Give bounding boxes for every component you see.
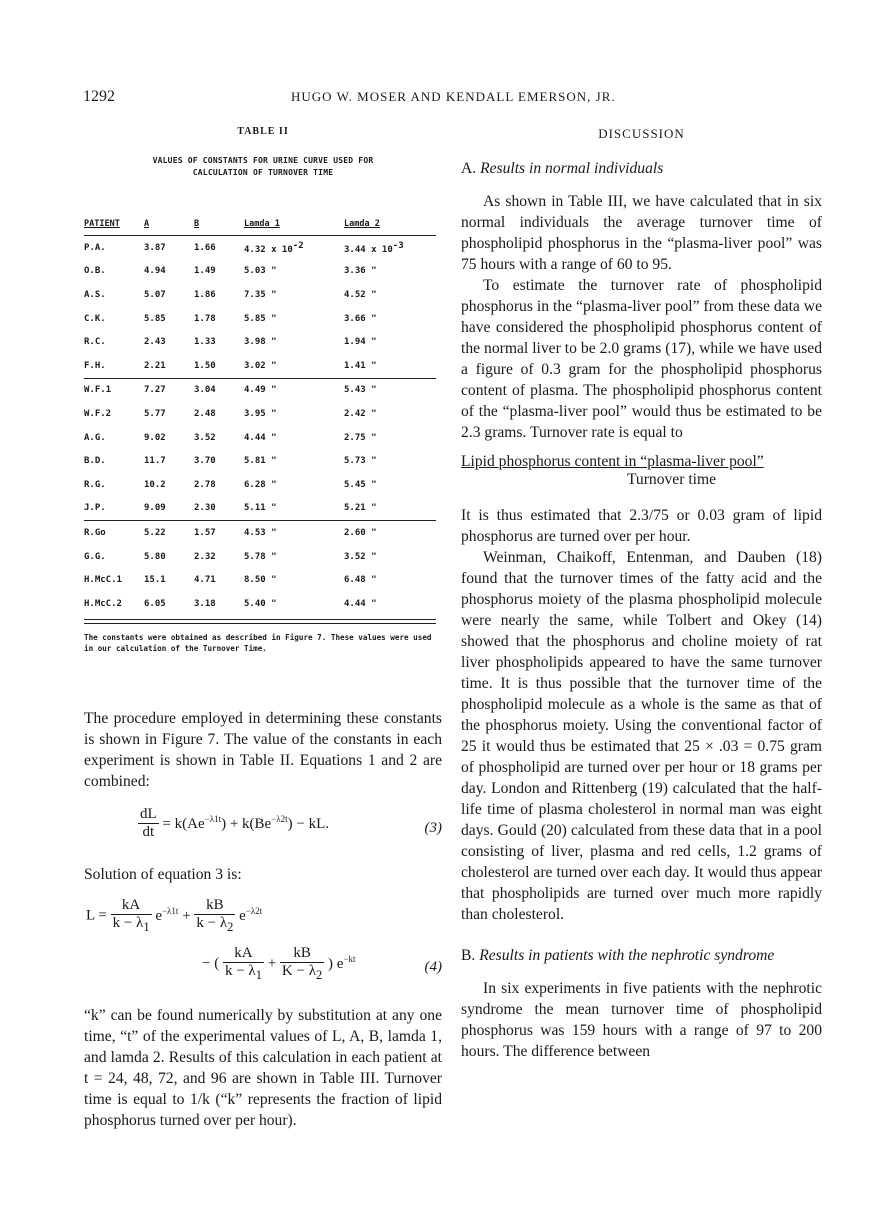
table-row xyxy=(84,378,436,402)
equation-3-fraction: $\frac{dL}{dt}$ xyxy=(140,805,157,840)
cell-lamda-1: 5.40 " xyxy=(244,598,277,609)
cell-a: 9.02 xyxy=(144,432,166,443)
cell-b: 4.71 xyxy=(194,575,216,586)
cell-b: 1.78 xyxy=(194,313,216,324)
cell-b: 3.18 xyxy=(194,598,216,609)
cell-lamda-2: 2.42 " xyxy=(344,408,377,419)
table-row xyxy=(84,497,436,521)
cell-patient: F.H. xyxy=(84,354,144,378)
formula-numerator: Lipid phosphorus content in “plasma-liver pool” xyxy=(461,453,764,470)
table-row xyxy=(84,402,436,426)
cell-lamda-1: 5.03 " xyxy=(244,266,277,277)
cell-b: 2.48 xyxy=(194,408,216,419)
cell-a: 5.85 xyxy=(144,313,166,324)
exponent-lamda-1: -2 xyxy=(292,240,304,251)
cell-a: 9.09 xyxy=(144,497,194,521)
cell-lamda-1: 5.81 " xyxy=(244,456,277,467)
cell-patient: W.F.1 xyxy=(84,385,112,396)
cell-a: 2.21 xyxy=(144,354,194,378)
table-row xyxy=(84,521,436,545)
cell-a: 2.43 xyxy=(144,337,166,348)
table-row xyxy=(84,330,436,354)
equation-3-body: $\frac{dL}{dt}$ = $k(Ae^{-\lambda 1t}) + k(Be^{-\lambda 2t})$ − kL. xyxy=(140,805,330,840)
cell-patient: H.McC.1 xyxy=(84,575,122,586)
cell-patient: R.Go xyxy=(84,527,106,538)
cell-b: 2.78 xyxy=(194,479,216,490)
cell-lamda-2: 3.52 " xyxy=(344,551,377,562)
cell-b: 1.33 xyxy=(194,337,216,348)
cell-patient: W.F.2 xyxy=(84,408,112,419)
cell-lamda-1: 3.95 " xyxy=(244,408,277,419)
cell-lamda-1: 5.78 " xyxy=(244,551,277,562)
equation-4-line-2: − ( $\frac{kA}{k - \lambda_1}$ + $\frac{kB}{K - \lambda_2}$ ) $e^{-kt}$ xyxy=(202,944,356,982)
equation-3-number: (3) xyxy=(424,819,442,836)
cell-lamda-1: 3.02 " xyxy=(244,354,344,378)
cell-lamda-2: 5.21 " xyxy=(344,497,436,521)
cell-lamda-2: 3.66 " xyxy=(344,313,377,324)
right-column xyxy=(461,126,822,1062)
col-header-patient: PATIENT xyxy=(84,219,120,229)
col-header-lamda-2: Lamda 2 xyxy=(344,219,380,229)
cell-lamda-1: 4.44 " xyxy=(244,432,277,443)
table-caption-line-2: CALCULATION OF TURNOVER TIME xyxy=(192,168,334,177)
left-paragraph-3: “k” can be found numerically by substitution at any one time, “t” of the experimental values of L, A, B, lamda 1, and lamda 2. Results of this calculation in each patient at t = 24, 48, 72, and 96 are shown in Table III. Turnover time is equal to 1/k (“k” represents the fraction of lipid phosphorus turned over per hour). xyxy=(84,1006,442,1129)
table-caption xyxy=(84,155,442,179)
cell-lamda-1: 7.35 " xyxy=(244,289,277,300)
cell-patient: C.K. xyxy=(84,313,106,324)
cell-patient: J.P. xyxy=(84,497,144,521)
section-heading-discussion: DISCUSSION xyxy=(598,126,685,141)
cell-patient: B.D. xyxy=(84,456,106,467)
table-row xyxy=(84,307,436,331)
subsection-b-heading xyxy=(461,945,822,966)
table-row xyxy=(84,449,436,473)
table-row xyxy=(84,568,436,592)
cell-lamda-1: 8.50 " xyxy=(244,575,277,586)
col-header-b: B xyxy=(194,219,200,229)
cell-lamda-2: 5.73 " xyxy=(344,456,377,467)
cell-lamda-1: 5.85 " xyxy=(244,313,277,324)
cell-a: 5.77 xyxy=(144,408,166,419)
left-paragraph-2: Solution of equation 3 is: xyxy=(84,865,242,883)
cell-a: 5.22 xyxy=(144,527,166,538)
table-row xyxy=(84,426,436,450)
cell-lamda-2: 6.48 " xyxy=(344,575,377,586)
formula-denominator: Turnover time xyxy=(626,471,717,488)
subsection-b-label: B. xyxy=(461,947,476,964)
table-row xyxy=(84,354,436,378)
cell-b: 2.32 xyxy=(194,551,216,562)
cell-patient: R.G. xyxy=(84,479,106,490)
table-header-row xyxy=(84,219,436,236)
cell-a: 15.1 xyxy=(144,575,166,586)
equation-4 xyxy=(84,897,442,993)
subsection-a-title: Results in normal individuals xyxy=(480,160,664,177)
cell-patient: G.G. xyxy=(84,551,106,562)
table-row xyxy=(84,260,436,284)
table-row xyxy=(84,473,436,497)
cell-lamda-1 xyxy=(244,236,344,260)
cell-a: 5.07 xyxy=(144,289,166,300)
table-row xyxy=(84,592,436,616)
page-number: 1292 xyxy=(83,88,115,105)
left-column xyxy=(84,126,442,1131)
cell-lamda-2: 4.44 " xyxy=(344,598,377,609)
cell-b: 1.50 xyxy=(194,354,244,378)
running-head: HUGO W. MOSER AND KENDALL EMERSON, JR. xyxy=(291,89,616,104)
subsection-a-heading xyxy=(461,158,822,179)
cell-lamda-2: 2.75 " xyxy=(344,432,377,443)
cell-patient: A.S. xyxy=(84,289,106,300)
equation-4-line-1: L = $\frac{kA}{k - \lambda_1}$ $e^{-\lambda 1t}$ + $\frac{kB}{k - \lambda_2}$ $e^{-\lambda 2t}$ xyxy=(86,896,263,934)
cell-patient: P.A. xyxy=(84,236,144,260)
cell-lamda-2: 1.41 " xyxy=(344,354,436,378)
cell-a: 7.27 xyxy=(144,385,166,396)
table-row xyxy=(84,283,436,307)
cell-b: 3.04 xyxy=(194,385,216,396)
cell-lamda-2: 5.45 " xyxy=(344,479,377,490)
cell-lamda-1: 4.53 " xyxy=(244,527,277,538)
cell-lamda-2: 5.43 " xyxy=(344,385,377,396)
subsection-b-title: Results in patients with the nephrotic syndrome xyxy=(479,947,775,964)
cell-b: 1.86 xyxy=(194,289,216,300)
cell-lamda-1: 3.98 " xyxy=(244,337,277,348)
cell-lamda-1: 5.11 " xyxy=(244,497,344,521)
cell-patient: R.C. xyxy=(84,337,106,348)
table-footnote: The constants were obtained as described in Figure 7. These values were used in our calculation of the Turnover Time. xyxy=(84,632,432,653)
table-caption-line-1: VALUES OF CONSTANTS FOR URINE CURVE USED FOR xyxy=(152,156,374,165)
cell-patient: O.B. xyxy=(84,266,106,277)
right-paragraph-5: In six experiments in five patients with the nephrotic syndrome the mean turnover time of phospholipid phosphorus was 159 hours with a range of 97 to 200 hours. The difference between xyxy=(461,980,822,1060)
cell-b: 1.49 xyxy=(194,266,216,277)
cell-patient: H.McC.2 xyxy=(84,598,122,609)
exponent-lamda-2: -3 xyxy=(392,240,404,251)
table-title: TABLE II xyxy=(237,126,289,137)
cell-lamda-2: 4.52 " xyxy=(344,289,377,300)
cell-lamda-2-value: 3.44 x 10 xyxy=(344,244,393,255)
col-header-a: A xyxy=(144,219,150,229)
constants-table xyxy=(84,219,436,616)
col-header-lamda-1: Lamda 1 xyxy=(244,219,280,229)
cell-lamda-2: 2.60 " xyxy=(344,527,377,538)
cell-a: 11.7 xyxy=(144,456,166,467)
cell-patient: A.G. xyxy=(84,432,106,443)
subsection-a-label: A. xyxy=(461,160,477,177)
right-paragraph-1: As shown in Table III, we have calculated that in six normal individuals the average turnover time of phospholipid phosphorus in the “plasma-liver pool” was 75 hours with a range of 60 to 95. xyxy=(461,193,822,273)
cell-lamda-2: 3.36 " xyxy=(344,266,377,277)
right-paragraph-4: Weinman, Chaikoff, Entenman, and Dauben (18) found that the turnover times of the fatty acid and the phosphorus moiety of the plasma phospholipid molecule were nearly the same, while Tolbert and Okey (14) showed that the phosphorus and choline moiety of rat liver phospholipids appeared to have the same turnover time. It is thus possible that the turnover time of the phospholipid molecule as a whole is the same as that of the phosphorus moiety. Using the conventional factor of 25 it would thus be estimated that 25 × .03 = 0.75 gram of phospholipid are turned over per hour or 18 grams per day. London and Rittenberg (19) calculated that the half-life time of plasma cholesterol in normal man was eight days. Gould (20) calculated from these data that in a pool consisting of liver, plasma and red cells, 1.2 grams of cholesterol are turned over each day. It would thus appear that phospholipids are turned over much more rapidly than cholesterol. xyxy=(461,549,822,923)
right-paragraph-3: It is thus estimated that 2.3/75 or 0.03 gram of lipid phosphorus are turned over per hour. xyxy=(461,507,822,545)
cell-b: 3.70 xyxy=(194,456,216,467)
table-bottom-rule xyxy=(84,619,436,624)
cell-a: 5.80 xyxy=(144,551,166,562)
table-row xyxy=(84,236,436,260)
page-header xyxy=(83,88,823,108)
cell-lamda-1: 6.28 " xyxy=(244,479,277,490)
cell-lamda-1-value: 4.32 x 10 xyxy=(244,244,293,255)
cell-lamda-1: 4.49 " xyxy=(244,385,277,396)
left-paragraph-1: The procedure employed in determining these constants is shown in Figure 7. The value of the constants in each experiment is shown in Table II. Equations 1 and 2 are combined: xyxy=(84,709,442,790)
cell-b: 1.57 xyxy=(194,527,216,538)
cell-a: 6.05 xyxy=(144,598,166,609)
cell-b: 3.52 xyxy=(194,432,216,443)
cell-a: 4.94 xyxy=(144,266,166,277)
cell-lamda-2 xyxy=(344,236,436,260)
cell-a: 3.87 xyxy=(144,236,194,260)
cell-lamda-2: 1.94 " xyxy=(344,337,377,348)
cell-a: 10.2 xyxy=(144,479,166,490)
cell-b: 1.66 xyxy=(194,236,244,260)
cell-b: 2.30 xyxy=(194,497,244,521)
equation-4-number: (4) xyxy=(424,958,442,975)
right-paragraph-2: To estimate the turnover rate of phospholipid phosphorus in the “plasma-liver pool” from these data we have considered the phospholipid phosphorus content of the normal liver to be 2.0 grams (17), while we have used a figure of 0.3 gram for the phospholipid phosphorus content of plasma. The phospholipid phosphorus content of the “plasma-liver pool” would thus be estimated to be 2.3 grams. Turnover rate is equal to xyxy=(461,277,822,441)
turnover-rate-formula xyxy=(461,453,822,489)
equation-3 xyxy=(84,806,442,854)
table-row xyxy=(84,545,436,569)
